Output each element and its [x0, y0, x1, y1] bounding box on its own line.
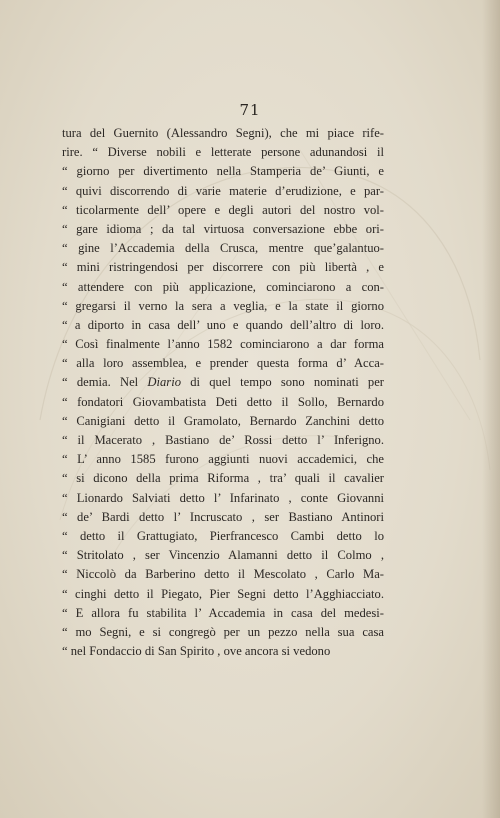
text-line: “ Canigiani detto il Gramolato, Bernardo Zanchini detto — [62, 413, 384, 428]
text-line: “ L’ anno 1585 furono aggiunti nuovi accademici, che — [62, 452, 384, 467]
text-line: “ mo Segni, e si congregò per un pezzo nella sua casa — [62, 624, 384, 639]
text-line: “ demia. Nel Diario di quel tempo sono nominati per — [62, 375, 385, 390]
text-line: “ cinghi detto il Piegato, Pier Segni detto l’Agghiacciato. — [62, 586, 384, 601]
text-line: “ Lionardo Salviati detto l’ Infarinato , conte Giovanni — [62, 490, 384, 505]
text-line: “ detto il Grattugiato, Pierfrancesco Cambi detto lo — [62, 528, 384, 543]
text-line: “ gine l’Accademia della Crusca, mentre que’galantuo- — [62, 241, 384, 256]
page-number: 71 — [239, 101, 261, 119]
text-line: “ Stritolato , ser Vincenzio Alamanni detto il Colmo , — [62, 548, 384, 563]
text-line: “ alla loro assemblea, e prender questa forma d’ Acca- — [62, 356, 384, 371]
text-line: “ attendere con più applicazione, cominciarono a con- — [62, 279, 384, 294]
text-line: “ giorno per divertimento nella Stamperia de’ Giunti, e — [62, 164, 384, 179]
text-line: rire. “ Diverse nobili e letterate persone adunandosi il — [62, 145, 384, 160]
text-line: “ gare idioma ; da tal virtuosa conversazione ebbe ori- — [62, 221, 384, 236]
text-line: “ Niccolò da Barberino detto il Mescolato , Carlo Ma- — [62, 567, 384, 582]
page-edge-shadow — [482, 0, 500, 818]
text-line: “ quivi discorrendo di varie materie d’erudizione, e par- — [62, 183, 384, 198]
italic-word: Diario — [147, 375, 181, 390]
text-line: “ de’ Bardi detto l’ Incruscato , ser Bastiano Antinori — [62, 509, 384, 524]
text-line: “ fondatori Giovambatista Deti detto il Sollo, Bernardo — [62, 394, 384, 409]
text-line: “ gregarsi il verno la sera a veglia, e la state il giorno — [62, 298, 384, 313]
text-line: “ a diporto in casa dell’ uno e quando dell’altro di loro. — [62, 317, 384, 332]
text-line: “ nel Fondaccio di San Spirito , ove ancora si vedono — [62, 644, 331, 659]
text-line: “ E allora fu stabilita l’ Accademia in casa del medesi- — [62, 605, 384, 620]
body-text — [62, 124, 384, 661]
text-line: tura del Guernito (Alessandro Segni), che mi piace rife- — [62, 126, 384, 140]
text-line: “ Così finalmente l’anno 1582 cominciarono a dar forma — [62, 337, 384, 352]
text-line: “ si dicono della prima Riforma , tra’ quali il cavalier — [62, 471, 384, 486]
text-line: “ mini ristringendosi per discorrere con più libertà , e — [62, 260, 384, 275]
text-line: “ il Macerato , Bastiano de’ Rossi detto l’ Inferigno. — [62, 433, 384, 447]
text-line: “ ticolarmente dell’ opere e degli autori del nostro vol- — [62, 202, 384, 217]
